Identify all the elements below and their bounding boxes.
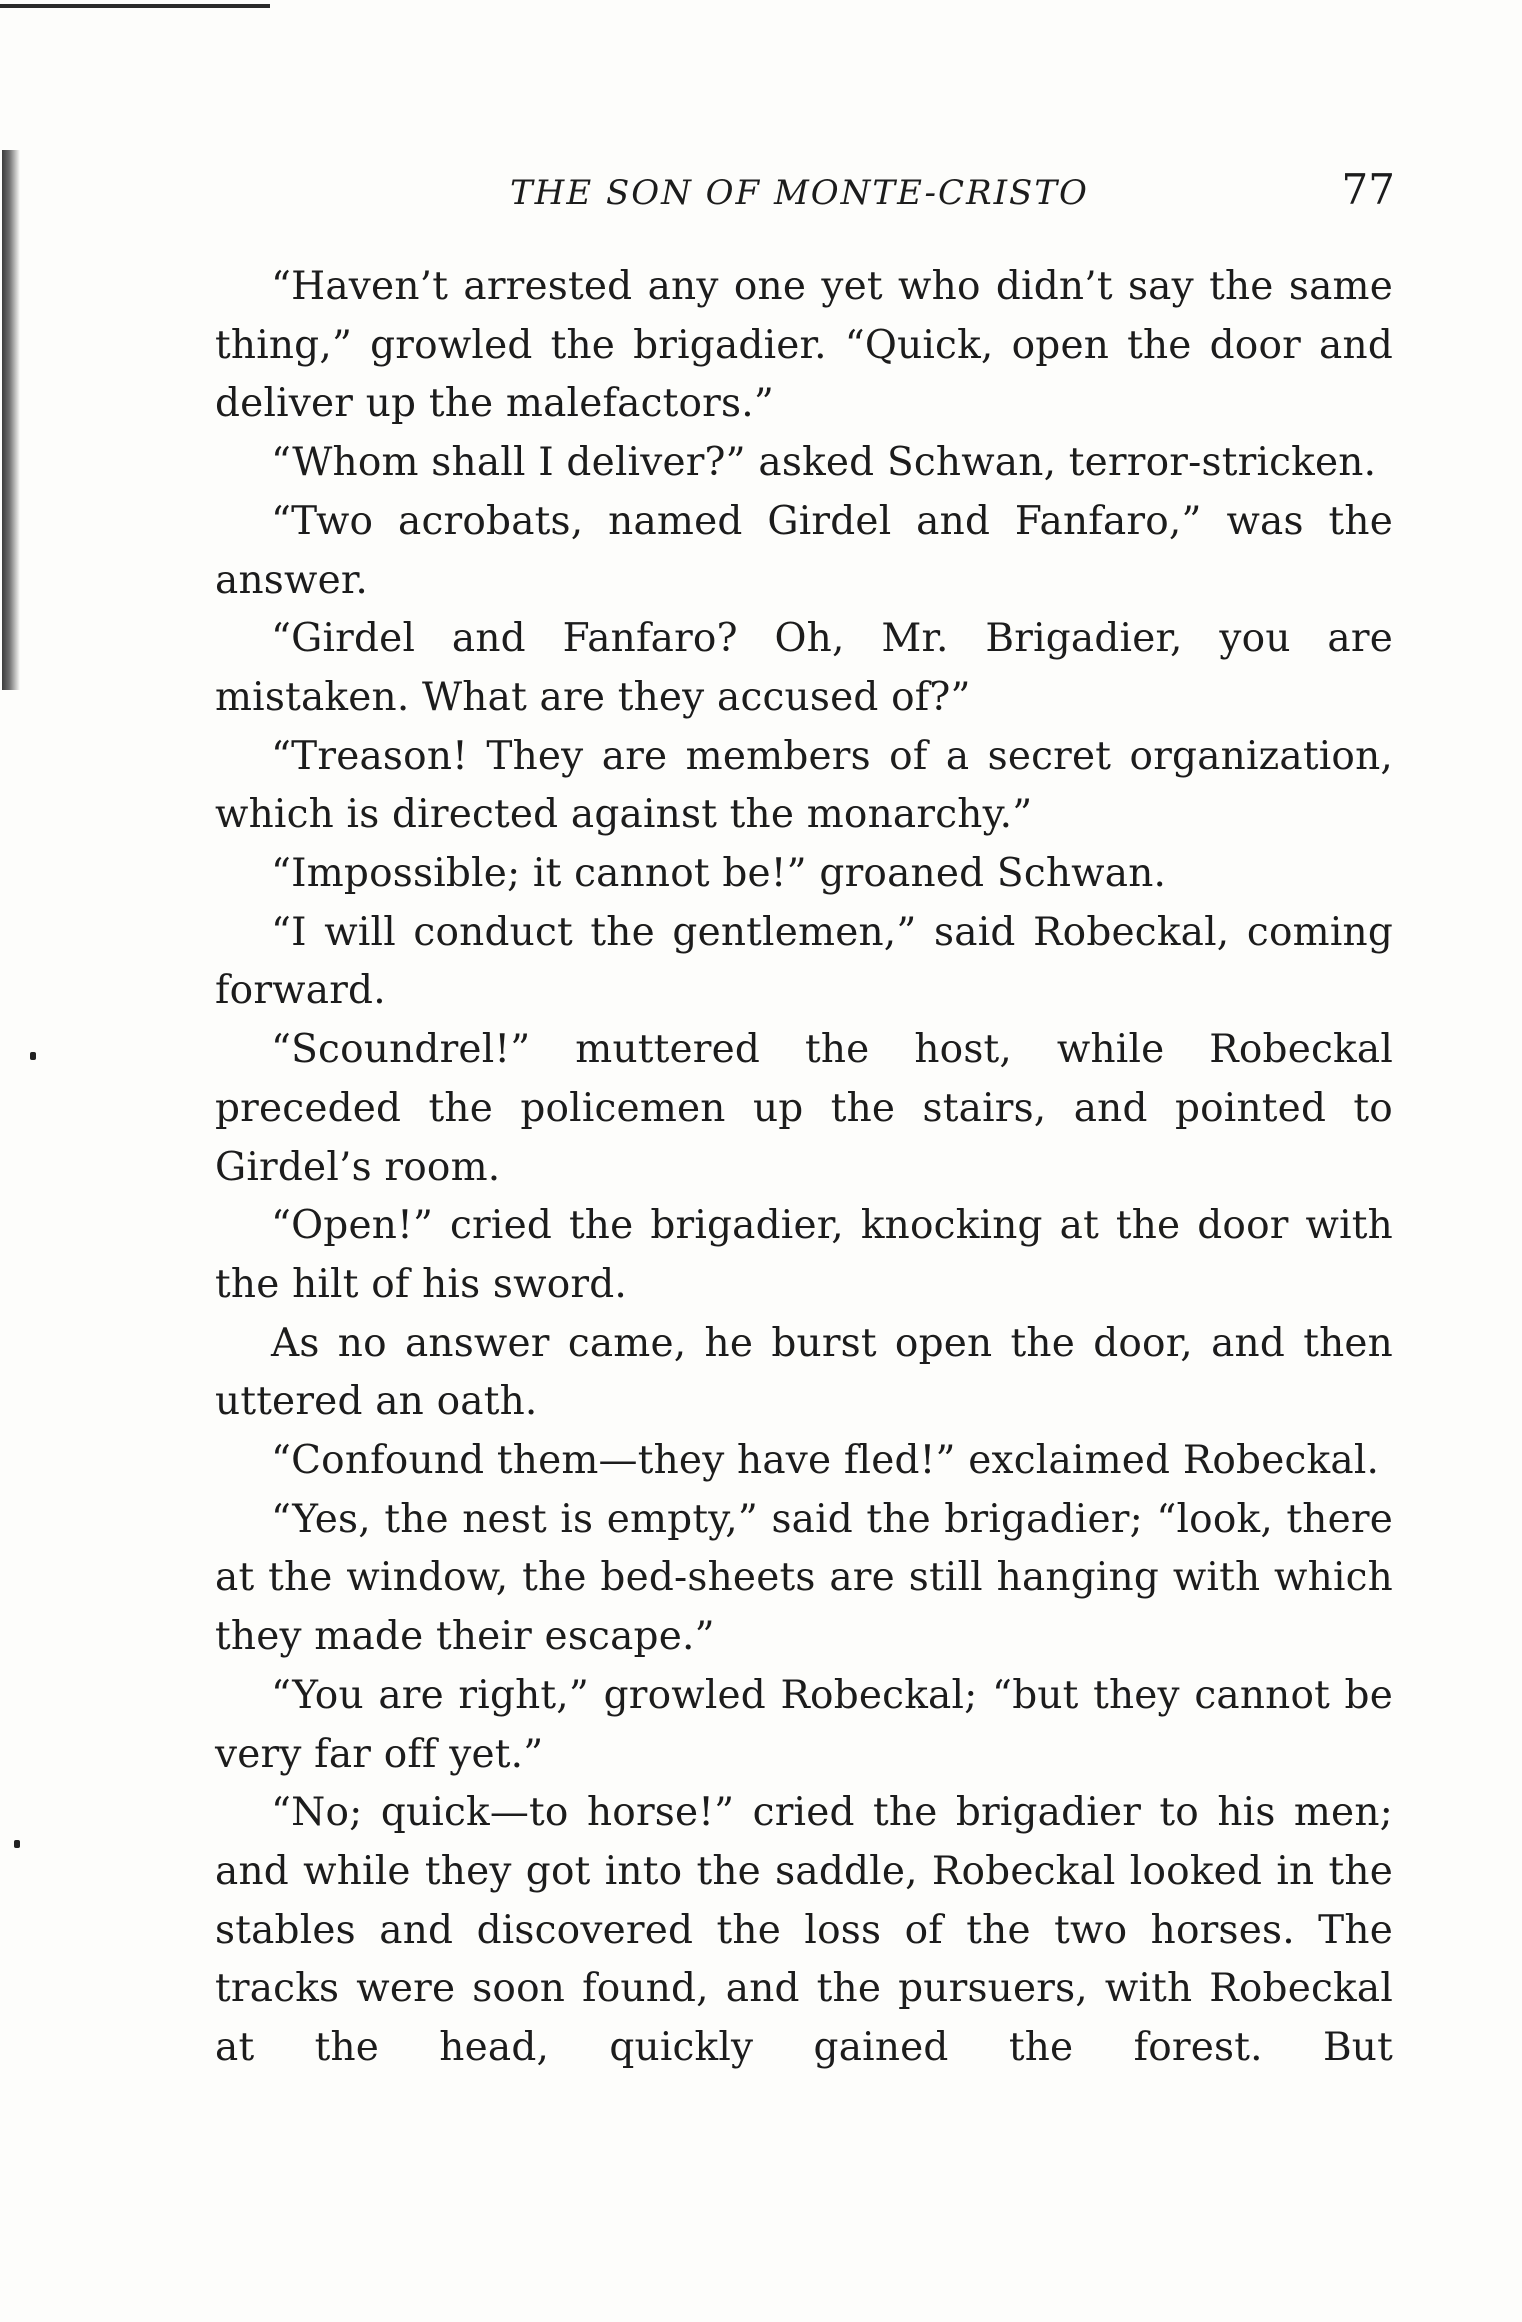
- page-number: 77: [1341, 165, 1395, 214]
- paragraph: “Treason! They are members of a secret organization, which is directed against the monarchy.”: [215, 733, 1393, 838]
- paragraph: “Two acrobats, named Girdel and Fanfaro,” was the answer.: [215, 498, 1393, 603]
- page-body: [215, 258, 1393, 2078]
- scan-binding-shadow: [2, 150, 20, 690]
- paragraph: “Scoundrel!” muttered the host, while Robeckal preceded the policemen up the stairs, and pointed to Girdel’s room.: [215, 1027, 1393, 1190]
- paragraph: As no answer came, he burst open the door, and then uttered an oath.: [215, 1320, 1393, 1425]
- page-header: [210, 165, 1395, 225]
- paragraph: “I will conduct the gentlemen,” said Robeckal, coming forward.: [215, 909, 1393, 1014]
- paragraph: “You are right,” growled Robeckal; “but they cannot be very far off yet.”: [215, 1672, 1393, 1777]
- paragraph: “Open!” cried the brigadier, knocking at the door with the hilt of his sword.: [215, 1203, 1393, 1307]
- paragraph: “Confound them—they have fled!” exclaimed Robeckal.: [271, 1438, 1380, 1484]
- paragraph: “Impossible; it cannot be!” groaned Schwan.: [271, 851, 1167, 897]
- paragraph: “Whom shall I deliver?” asked Schwan, terror-stricken.: [271, 440, 1377, 486]
- paragraph: “Girdel and Fanfaro? Oh, Mr. Brigadier, you are mistaken. What are they accused of?”: [215, 616, 1393, 720]
- paragraph: “Haven’t arrested any one yet who didn’t say the same thing,” growled the brigadier. “Quick, open the door and deliver up the malefactors.”: [215, 264, 1393, 427]
- paragraph: “Yes, the nest is empty,” said the brigadier; “look, there at the window, the bed-sheets are still hanging with which they made their escape.”: [215, 1496, 1393, 1660]
- scan-speck: [14, 1840, 20, 1848]
- scan-speck: [30, 1052, 36, 1060]
- paragraph: “No; quick—to horse!” cried the brigadier to his men; and while they got into the saddle, Robeckal looked in the stables and discovered the loss of the two horses. The tracks were soon found, and the pursuers, with Robeckal at the head, quickly gained the forest. But: [215, 1790, 1393, 2071]
- running-title: THE SON OF MONTE-CRISTO: [510, 173, 1089, 213]
- scan-edge-line: [0, 4, 270, 8]
